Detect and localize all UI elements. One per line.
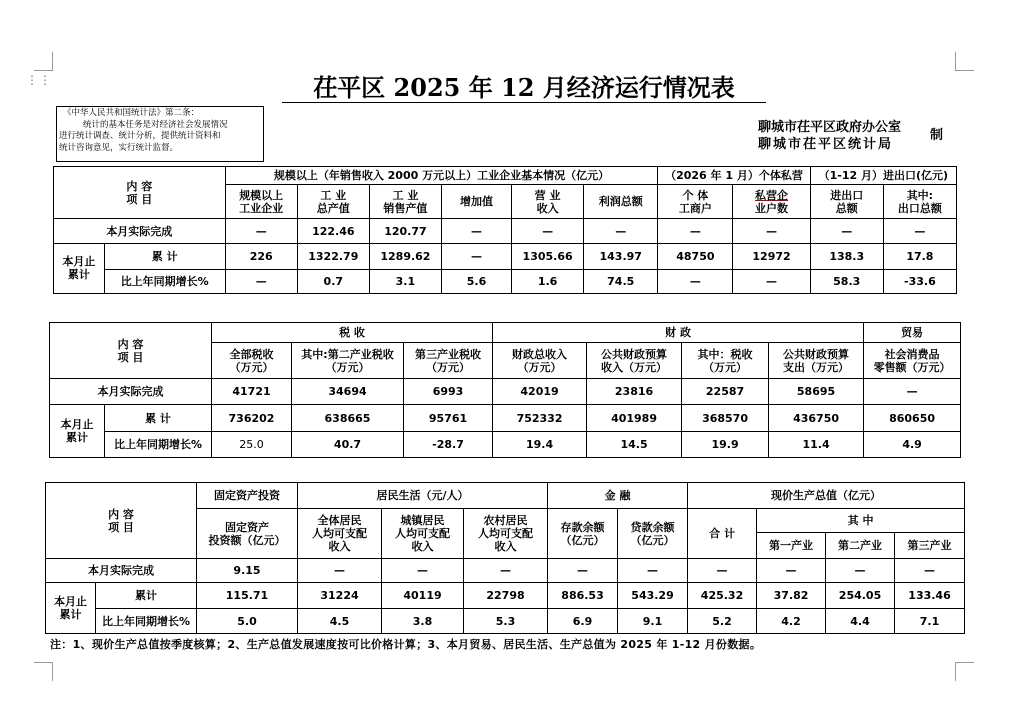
column-header: 其中:第二产业税收 （万元） bbox=[292, 343, 404, 379]
row-label: 累 计 bbox=[104, 243, 225, 269]
cell: 254.05 bbox=[826, 583, 895, 609]
cell: 425.32 bbox=[688, 583, 757, 609]
cell: — bbox=[658, 219, 733, 243]
cell: — bbox=[757, 559, 826, 583]
cell: 133.46 bbox=[895, 583, 965, 609]
cell: 23816 bbox=[587, 379, 682, 405]
cell: 95761 bbox=[404, 405, 493, 432]
cell: 115.71 bbox=[197, 583, 298, 609]
cell: 138.3 bbox=[810, 243, 883, 269]
cell: 120.77 bbox=[369, 219, 441, 243]
row-label: 累计 bbox=[96, 583, 197, 609]
cell: 436750 bbox=[769, 405, 864, 432]
issuer-block bbox=[758, 116, 958, 150]
column-header: 公共财政预算 收入（万元） bbox=[587, 343, 682, 379]
cell: — bbox=[382, 559, 464, 583]
column-header: 工 业 销售产值 bbox=[369, 185, 441, 219]
column-header: 私营企 业户数 bbox=[733, 185, 810, 219]
page-corner-mark bbox=[34, 662, 53, 681]
column-header: 营 业 收入 bbox=[512, 185, 584, 219]
table-row bbox=[50, 379, 961, 405]
cell: 1289.62 bbox=[369, 243, 441, 269]
column-header: 城镇居民 人均可支配 收入 bbox=[382, 509, 464, 559]
group-header: 贸易 bbox=[864, 323, 961, 343]
group-header: 其 中 bbox=[757, 509, 965, 533]
industry-table bbox=[53, 166, 957, 294]
row-group-label: 本月止 累计 bbox=[50, 405, 105, 458]
cell: 122.46 bbox=[297, 219, 369, 243]
cell: 143.97 bbox=[584, 243, 658, 269]
cell: — bbox=[864, 379, 961, 405]
column-header: 合 计 bbox=[688, 509, 757, 559]
group-header: 金 融 bbox=[548, 483, 688, 509]
cell: 34694 bbox=[292, 379, 404, 405]
cell: 3.1 bbox=[369, 269, 441, 293]
cell: 860650 bbox=[864, 405, 961, 432]
cell: 752332 bbox=[493, 405, 587, 432]
cell: 736202 bbox=[212, 405, 292, 432]
cell: 40.7 bbox=[292, 432, 404, 458]
page-title: 茌平区 2025 年 12 月经济运行情况表 bbox=[282, 74, 766, 103]
cell: — bbox=[225, 219, 297, 243]
column-header: 存款余额 （亿元） bbox=[548, 509, 618, 559]
column-header: 农村居民 人均可支配 收入 bbox=[464, 509, 548, 559]
cell: 368570 bbox=[682, 405, 769, 432]
table-row bbox=[46, 559, 965, 583]
cell: 1.6 bbox=[512, 269, 584, 293]
column-header: 利润总额 bbox=[584, 185, 658, 219]
group-header: 财 政 bbox=[493, 323, 864, 343]
cell: 1305.66 bbox=[512, 243, 584, 269]
cell: — bbox=[658, 269, 733, 293]
corner-header: 内 容 项 目 bbox=[54, 167, 226, 219]
cell: — bbox=[826, 559, 895, 583]
cell: 5.6 bbox=[441, 269, 511, 293]
group-header: （2026 年 1 月）个体私营 bbox=[658, 167, 810, 185]
cell: 22587 bbox=[682, 379, 769, 405]
cell: 19.9 bbox=[682, 432, 769, 458]
cell: 4.9 bbox=[864, 432, 961, 458]
column-header: 贷款余额 （亿元） bbox=[618, 509, 688, 559]
cell: 401989 bbox=[587, 405, 682, 432]
corner-header: 内 容 项 目 bbox=[50, 323, 212, 379]
cell: 6993 bbox=[404, 379, 493, 405]
group-header: （1-12 月）进出口(亿元) bbox=[810, 167, 956, 185]
column-header: 财政总收入 （万元） bbox=[493, 343, 587, 379]
cell: — bbox=[548, 559, 618, 583]
row-group-label: 本月止 累计 bbox=[46, 583, 96, 634]
column-header: 其中: 出口总额 bbox=[883, 185, 956, 219]
cell: — bbox=[512, 219, 584, 243]
cell: 37.82 bbox=[757, 583, 826, 609]
row-label: 本月实际完成 bbox=[50, 379, 212, 405]
table-row bbox=[50, 405, 961, 432]
cell: — bbox=[733, 269, 810, 293]
footnote: 注：1、现价生产总值按季度核算；2、生产总值发展速度按可比价格计算；3、本月贸易、居民生活、生产总值为 2025 年 1-12 月份数据。 bbox=[50, 638, 762, 651]
cell: 886.53 bbox=[548, 583, 618, 609]
fiscal-table bbox=[49, 322, 961, 458]
cell: 58.3 bbox=[810, 269, 883, 293]
cell: 17.8 bbox=[883, 243, 956, 269]
cell: 5.0 bbox=[197, 609, 298, 634]
issuer-org-2: 聊城市茌平区统计局 bbox=[758, 137, 894, 152]
law-line: 统计的基本任务是对经济社会发展情况 bbox=[83, 119, 228, 130]
table-row bbox=[46, 583, 965, 609]
column-header: 第二产业 bbox=[826, 533, 895, 559]
group-header: 规模以上（年销售收入 2000 万元以上）工业企业基本情况（亿元） bbox=[225, 167, 658, 185]
drag-handle-icon[interactable]: ⋮⋮ bbox=[26, 73, 52, 87]
cell: 1322.79 bbox=[297, 243, 369, 269]
cell: 9.1 bbox=[618, 609, 688, 634]
column-header: 增加值 bbox=[441, 185, 511, 219]
page-corner-mark bbox=[955, 52, 974, 71]
row-label: 本月实际完成 bbox=[46, 559, 197, 583]
cell: 5.2 bbox=[688, 609, 757, 634]
column-header: 规模以上 工业企业 bbox=[225, 185, 297, 219]
page-corner-mark bbox=[955, 662, 974, 681]
row-label: 本月实际完成 bbox=[54, 219, 226, 243]
column-header: 公共财政预算 支出（万元） bbox=[769, 343, 864, 379]
cell: 226 bbox=[225, 243, 297, 269]
table-row bbox=[54, 219, 957, 243]
cell: 543.29 bbox=[618, 583, 688, 609]
table-row bbox=[54, 269, 957, 293]
cell: — bbox=[895, 559, 965, 583]
table-row bbox=[50, 432, 961, 458]
column-header: 第三产业税收 （万元） bbox=[404, 343, 493, 379]
column-header: 固定资产 投资额（亿元） bbox=[197, 509, 298, 559]
column-header: 社会消费品 零售额（万元） bbox=[864, 343, 961, 379]
cell: — bbox=[733, 219, 810, 243]
cell: 41721 bbox=[212, 379, 292, 405]
cell: — bbox=[464, 559, 548, 583]
law-line: 进行统计调查、统计分析，提供统计资料和 bbox=[59, 131, 221, 141]
row-group-label: 本月止 累计 bbox=[54, 243, 105, 293]
group-header: 现价生产总值（亿元） bbox=[688, 483, 965, 509]
group-header: 居民生活（元/人） bbox=[298, 483, 548, 509]
cell: 58695 bbox=[769, 379, 864, 405]
column-header: 第三产业 bbox=[895, 533, 965, 559]
cell: 4.4 bbox=[826, 609, 895, 634]
column-header: 进出口 总额 bbox=[810, 185, 883, 219]
law-line: 统计咨询意见，实行统计监督。 bbox=[59, 142, 179, 153]
cell: — bbox=[441, 219, 511, 243]
table-row bbox=[46, 609, 965, 634]
cell: 19.4 bbox=[493, 432, 587, 458]
cell: 3.8 bbox=[382, 609, 464, 634]
investment-table bbox=[45, 482, 965, 634]
cell: 11.4 bbox=[769, 432, 864, 458]
row-label: 比上年同期增长% bbox=[96, 609, 197, 634]
corner-header: 内 容 项 目 bbox=[46, 483, 197, 559]
cell: — bbox=[298, 559, 382, 583]
column-header: 第一产业 bbox=[757, 533, 826, 559]
cell: 4.2 bbox=[757, 609, 826, 634]
cell: — bbox=[883, 219, 956, 243]
cell: 25.0 bbox=[212, 432, 292, 458]
cell: 14.5 bbox=[587, 432, 682, 458]
cell: — bbox=[688, 559, 757, 583]
cell: 22798 bbox=[464, 583, 548, 609]
cell: 9.15 bbox=[197, 559, 298, 583]
law-line: 《中华人民共和国统计法》第二条： bbox=[63, 108, 200, 118]
group-header: 固定资产投资 bbox=[197, 483, 298, 509]
cell: 7.1 bbox=[895, 609, 965, 634]
cell: 12972 bbox=[733, 243, 810, 269]
cell: 0.7 bbox=[297, 269, 369, 293]
cell: — bbox=[618, 559, 688, 583]
page-corner-mark bbox=[34, 52, 53, 71]
column-header: 全体居民 人均可支配 收入 bbox=[298, 509, 382, 559]
cell: 40119 bbox=[382, 583, 464, 609]
row-label: 比上年同期增长% bbox=[104, 269, 225, 293]
cell: -33.6 bbox=[883, 269, 956, 293]
column-header: 工 业 总产值 bbox=[297, 185, 369, 219]
row-label: 比上年同期增长% bbox=[105, 432, 212, 458]
cell: 48750 bbox=[658, 243, 733, 269]
issuer-suffix: 制 bbox=[930, 128, 944, 143]
cell: 5.3 bbox=[464, 609, 548, 634]
cell: — bbox=[225, 269, 297, 293]
cell: 6.9 bbox=[548, 609, 618, 634]
cell: 638665 bbox=[292, 405, 404, 432]
cell: — bbox=[441, 243, 511, 269]
cell: — bbox=[584, 219, 658, 243]
statistics-law-box bbox=[56, 106, 264, 162]
column-header: 个 体 工商户 bbox=[658, 185, 733, 219]
cell: 74.5 bbox=[584, 269, 658, 293]
row-label: 累 计 bbox=[105, 405, 212, 432]
column-header: 全部税收 （万元） bbox=[212, 343, 292, 379]
cell: 31224 bbox=[298, 583, 382, 609]
issuer-org-1: 聊城市茌平区政府办公室 bbox=[758, 120, 902, 135]
cell: 4.5 bbox=[298, 609, 382, 634]
group-header: 税 收 bbox=[212, 323, 493, 343]
cell: 42019 bbox=[493, 379, 587, 405]
table-row bbox=[54, 243, 957, 269]
cell: -28.7 bbox=[404, 432, 493, 458]
cell: — bbox=[810, 219, 883, 243]
column-header: 其中：税收 （万元） bbox=[682, 343, 769, 379]
